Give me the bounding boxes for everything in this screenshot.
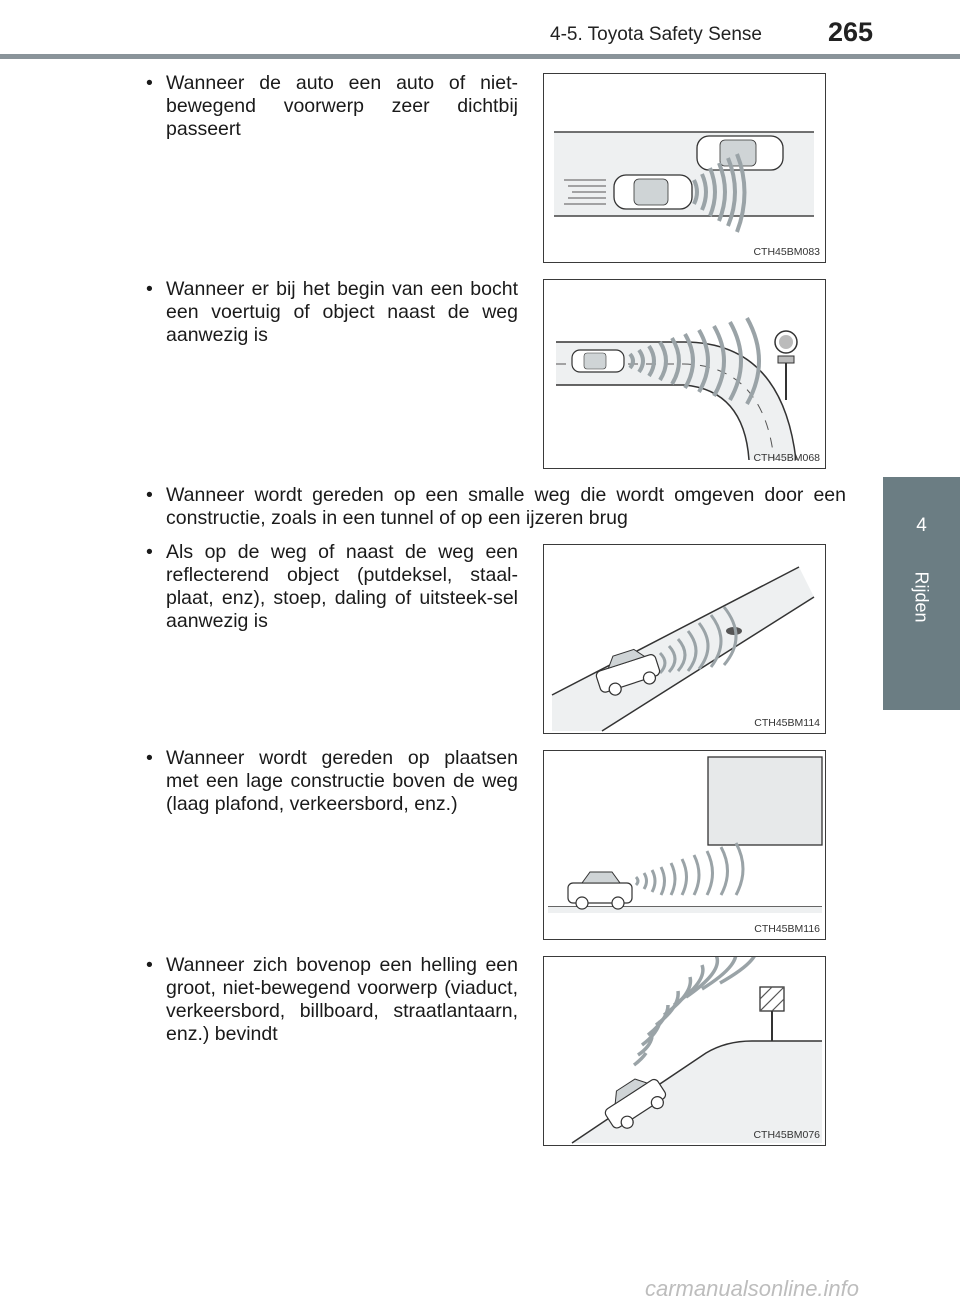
bullet-dot: • xyxy=(146,747,153,769)
bullet-item xyxy=(146,747,518,843)
figure-code: CTH45BM116 xyxy=(754,923,820,935)
curve-drawing xyxy=(544,280,826,469)
bullet-text: Wanneer zich bovenop een helling een groot, niet-bewegend voorwerp (viaduct, verkeersbord, billboard, straatlantaarn, enz.) bevindt xyxy=(166,954,518,1045)
header-divider xyxy=(0,54,960,59)
bullet-text: Als op de weg of naast de weg een reflecterend object (putdeksel, staal-plaat, enz), stoep, daling of uitsteek-sel aanwezig is xyxy=(166,541,518,632)
section-title: 4-5. Toyota Safety Sense xyxy=(550,24,762,45)
bullet-text: Wanneer wordt gereden op plaatsen met een lage constructie boven de weg (laag plafond, verkeersbord, enz.) xyxy=(166,747,518,815)
bullet-text: Wanneer er bij het begin van een bocht een voertuig of object naast de weg aanwezig is xyxy=(166,278,518,346)
figure-code: CTH45BM068 xyxy=(753,452,820,464)
bullet-text: Wanneer de auto een auto of niet-bewegend voorwerp zeer dichtbij passeert xyxy=(166,72,518,140)
bullet-item xyxy=(146,484,846,532)
chapter-tab[interactable] xyxy=(883,477,960,710)
low-structure-drawing xyxy=(544,751,826,940)
bullet-item xyxy=(146,954,518,1050)
bullet-item xyxy=(146,72,518,144)
page-number: 265 xyxy=(828,17,874,47)
illustration-passing-car xyxy=(543,73,826,263)
bullet-dot: • xyxy=(146,954,153,976)
figure-code: CTH45BM076 xyxy=(753,1129,820,1141)
bullet-item xyxy=(146,541,518,637)
reflective-object-drawing xyxy=(544,545,826,734)
footer-watermark: carmanualsonline.info xyxy=(645,1276,860,1301)
hill-object-drawing xyxy=(544,957,826,1146)
bullet-item xyxy=(146,278,518,350)
bullet-text: Wanneer wordt gereden op een smalle weg die wordt omgeven door een constructie, zoals in een tunnel of op een ijzeren brug xyxy=(166,484,846,529)
chapter-label: Rijden xyxy=(911,571,932,623)
illustration-hill-object xyxy=(543,956,826,1146)
passing-car-drawing xyxy=(544,74,826,263)
chapter-number: 4 xyxy=(916,515,927,536)
illustration-reflective-object xyxy=(543,544,826,734)
bullet-dot: • xyxy=(146,72,153,94)
illustration-low-structure xyxy=(543,750,826,940)
bullet-dot: • xyxy=(146,541,153,563)
bullet-dot: • xyxy=(146,484,153,506)
figure-code: CTH45BM083 xyxy=(753,246,820,258)
bullet-dot: • xyxy=(146,278,153,300)
figure-code: CTH45BM114 xyxy=(754,717,820,729)
illustration-curve-start xyxy=(543,279,826,469)
